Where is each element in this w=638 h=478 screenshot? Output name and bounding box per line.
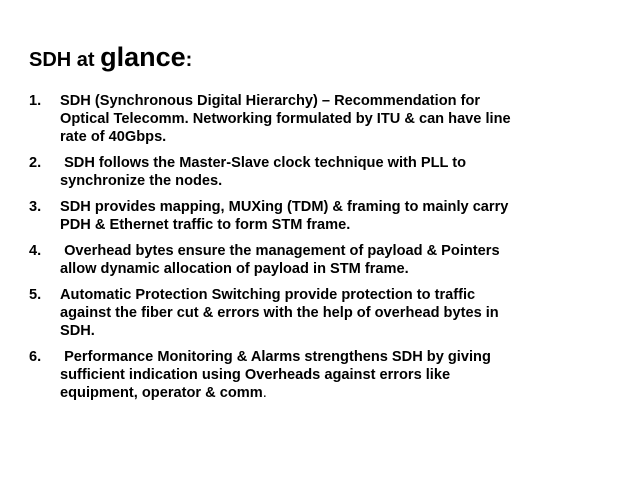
item-line: Overhead bytes ensure the management of payload & Pointers	[60, 243, 500, 259]
item-text	[60, 286, 609, 340]
item-line: Performance Monitoring & Alarms strengthens SDH by giving	[60, 349, 491, 365]
item-number: 4.	[29, 243, 42, 259]
item-text	[60, 198, 609, 234]
list-item	[29, 348, 609, 402]
item-line-tail: .	[262, 385, 267, 401]
item-line: SDH follows the Master-Slave clock technique with PLL to	[60, 155, 467, 171]
title-part-3: :	[185, 49, 193, 71]
item-line: synchronize the nodes.	[60, 173, 223, 189]
item-text	[60, 242, 609, 278]
item-line: allow dynamic allocation of payload in STM frame.	[60, 261, 409, 277]
list-item	[29, 286, 609, 340]
item-number: 1.	[29, 93, 42, 109]
item-line: against the fiber cut & errors with the help of overhead bytes in	[60, 305, 499, 321]
item-number: 3.	[29, 199, 42, 215]
item-number: 5.	[29, 287, 42, 303]
item-line: Automatic Protection Switching provide protection to traffic	[60, 287, 476, 303]
list-item	[29, 242, 609, 278]
bullet-list	[29, 92, 609, 410]
list-item	[29, 154, 609, 190]
list-item	[29, 198, 609, 234]
item-number: 6.	[29, 349, 42, 365]
title-part-1: SDH at	[29, 49, 101, 71]
item-line: sufficient indication using Overheads against errors like	[60, 367, 451, 383]
item-line: SDH.	[60, 323, 95, 339]
item-line: Optical Telecomm. Networking formulated by ITU & can have line	[60, 111, 511, 127]
title-part-2: glance	[100, 42, 186, 72]
item-number: 2.	[29, 155, 42, 171]
item-text	[60, 92, 609, 146]
list-item	[29, 92, 609, 146]
item-line: equipment, operator & comm	[60, 385, 263, 401]
item-text	[60, 154, 609, 190]
item-text	[60, 348, 609, 402]
item-line: SDH provides mapping, MUXing (TDM) & framing to mainly carry	[60, 199, 509, 215]
item-line: rate of 40Gbps.	[60, 129, 167, 145]
slide-title	[29, 44, 192, 71]
item-line: SDH (Synchronous Digital Hierarchy) – Recommendation for	[60, 93, 481, 109]
item-line: PDH & Ethernet traffic to form STM frame.	[60, 217, 351, 233]
